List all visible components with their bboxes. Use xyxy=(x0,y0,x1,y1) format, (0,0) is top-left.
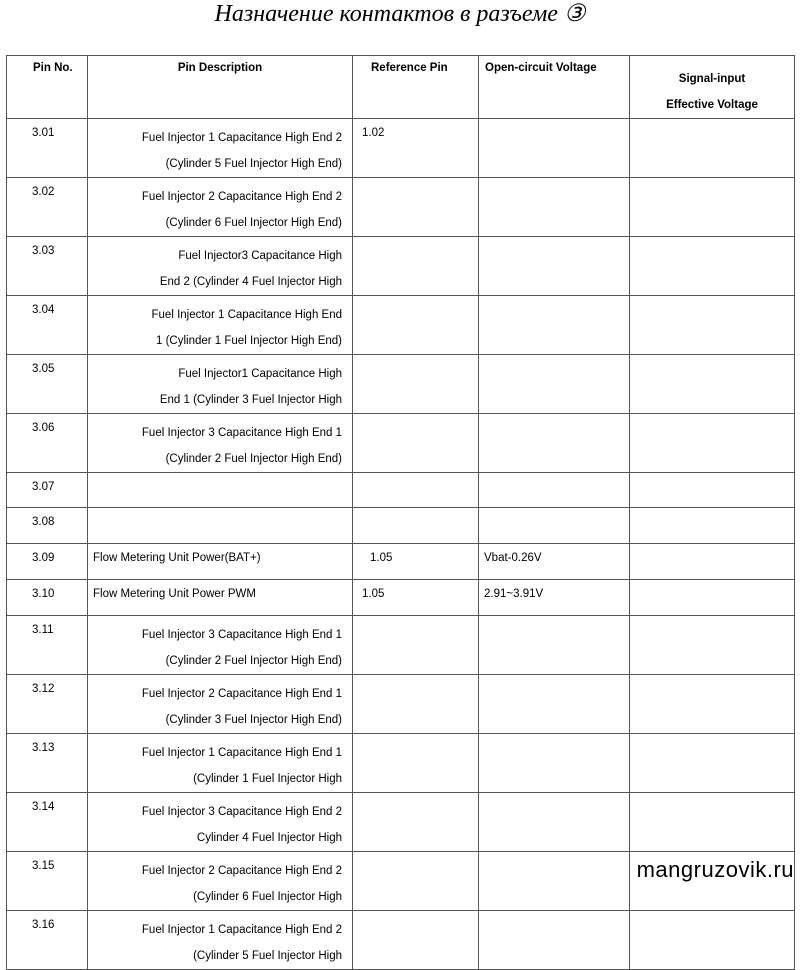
table-row xyxy=(7,734,795,793)
description-line-2: End 1 (Cylinder 3 Fuel Injector High xyxy=(159,394,342,406)
cell-signal-input-voltage xyxy=(630,119,795,178)
description-line-2: 1 (Cylinder 1 Fuel Injector High End) xyxy=(156,335,342,347)
cell-pin-no: 3.12 xyxy=(7,675,88,734)
cell-signal-input-voltage xyxy=(630,793,795,852)
cell-pin-description xyxy=(88,178,353,237)
table-row xyxy=(7,414,795,473)
cell-open-circuit-voltage xyxy=(479,852,630,911)
description-line-2: End 2 (Cylinder 4 Fuel Injector High xyxy=(159,276,342,288)
cell-pin-no: 3.07 xyxy=(7,473,88,508)
cell-signal-input-voltage xyxy=(630,616,795,675)
cell-signal-input-voltage xyxy=(630,675,795,734)
description-line-1: Fuel Injector 1 Capacitance High End 2 xyxy=(141,132,342,144)
cell-open-circuit-voltage xyxy=(479,675,630,734)
cell-pin-description xyxy=(88,616,353,675)
description-line-1: Fuel Injector3 Capacitance High xyxy=(178,250,342,262)
cell-reference-pin xyxy=(353,508,479,544)
cell-pin-description: Flow Metering Unit Power(BAT+) xyxy=(88,544,353,580)
table-row xyxy=(7,178,795,237)
cell-pin-description xyxy=(88,296,353,355)
cell-signal-input-voltage xyxy=(630,508,795,544)
cell-pin-no: 3.16 xyxy=(7,911,88,970)
cell-pin-description xyxy=(88,473,353,508)
description-line-2: (Cylinder 3 Fuel Injector High End) xyxy=(165,714,342,726)
cell-reference-pin xyxy=(353,414,479,473)
description-line-2: (Cylinder 6 Fuel Injector High End) xyxy=(165,217,342,229)
cell-pin-no: 3.09 xyxy=(7,544,88,580)
cell-open-circuit-voltage xyxy=(479,734,630,793)
cell-reference-pin xyxy=(353,296,479,355)
table-row xyxy=(7,580,795,616)
cell-pin-no: 3.14 xyxy=(7,793,88,852)
table-row xyxy=(7,675,795,734)
cell-pin-no: 3.10 xyxy=(7,580,88,616)
cell-reference-pin: 1.02 xyxy=(353,119,479,178)
description-line-2: (Cylinder 6 Fuel Injector High xyxy=(193,891,342,903)
header-pin-no: Pin No. xyxy=(7,56,88,119)
cell-pin-no: 3.05 xyxy=(7,355,88,414)
cell-open-circuit-voltage xyxy=(479,178,630,237)
description-line-1: Fuel Injector 3 Capacitance High End 1 xyxy=(141,629,342,641)
cell-reference-pin xyxy=(353,734,479,793)
description-line-1: Fuel Injector 2 Capacitance High End 2 xyxy=(141,191,342,203)
cell-reference-pin: 1.05 xyxy=(353,580,479,616)
cell-reference-pin xyxy=(353,911,479,970)
cell-pin-no: 3.13 xyxy=(7,734,88,793)
cell-pin-description xyxy=(88,119,353,178)
cell-reference-pin xyxy=(353,178,479,237)
table-row xyxy=(7,473,795,508)
cell-signal-input-voltage xyxy=(630,237,795,296)
description-line-2: Cylinder 4 Fuel Injector High xyxy=(196,832,342,844)
cell-open-circuit-voltage xyxy=(479,296,630,355)
cell-pin-no: 3.04 xyxy=(7,296,88,355)
description-line-1: Fuel Injector1 Capacitance High xyxy=(178,368,342,380)
cell-signal-input-voltage xyxy=(630,414,795,473)
description-line-1: Fuel Injector 3 Capacitance High End 2 xyxy=(141,806,342,818)
cell-open-circuit-voltage: 2.91~3.91V xyxy=(479,580,630,616)
watermark: mangruzovik.ru xyxy=(636,857,794,882)
cell-reference-pin xyxy=(353,616,479,675)
header-signal-line-1: Signal-input xyxy=(678,73,746,85)
description-line-2: (Cylinder 2 Fuel Injector High End) xyxy=(165,453,342,465)
cell-reference-pin xyxy=(353,852,479,911)
table-row xyxy=(7,296,795,355)
cell-reference-pin xyxy=(353,237,479,296)
table-row xyxy=(7,119,795,178)
cell-pin-no: 3.08 xyxy=(7,508,88,544)
cell-signal-input-voltage xyxy=(630,355,795,414)
table-header-row xyxy=(7,56,795,119)
cell-open-circuit-voltage xyxy=(479,616,630,675)
cell-open-circuit-voltage xyxy=(479,508,630,544)
cell-pin-no: 3.01 xyxy=(7,119,88,178)
cell-pin-no: 3.03 xyxy=(7,237,88,296)
cell-pin-description xyxy=(88,675,353,734)
cell-pin-description xyxy=(88,355,353,414)
table-row xyxy=(7,508,795,544)
cell-signal-input-voltage xyxy=(630,178,795,237)
description-line-1: Fuel Injector 2 Capacitance High End 1 xyxy=(141,688,342,700)
cell-reference-pin xyxy=(353,675,479,734)
cell-signal-input-voltage xyxy=(630,296,795,355)
cell-pin-no: 3.15 xyxy=(7,852,88,911)
cell-pin-no: 3.11 xyxy=(7,616,88,675)
cell-open-circuit-voltage: Vbat-0.26V xyxy=(479,544,630,580)
cell-open-circuit-voltage xyxy=(479,793,630,852)
cell-pin-no: 3.02 xyxy=(7,178,88,237)
table-row xyxy=(7,237,795,296)
table-row xyxy=(7,793,795,852)
description-line-1: Fuel Injector 3 Capacitance High End 1 xyxy=(141,427,342,439)
cell-signal-input-voltage xyxy=(630,473,795,508)
description-line-2: (Cylinder 1 Fuel Injector High xyxy=(193,773,342,785)
cell-signal-input-voltage xyxy=(630,734,795,793)
cell-reference-pin xyxy=(353,355,479,414)
description-line-2: (Cylinder 5 Fuel Injector High End) xyxy=(165,158,342,170)
header-open-circuit-voltage: Open-circuit Voltage xyxy=(479,56,630,119)
cell-open-circuit-voltage xyxy=(479,237,630,296)
table-body xyxy=(7,119,795,970)
cell-open-circuit-voltage xyxy=(479,355,630,414)
cell-reference-pin xyxy=(353,793,479,852)
cell-signal-input-voltage xyxy=(630,911,795,970)
description-line-1: Fuel Injector 2 Capacitance High End 2 xyxy=(141,865,342,877)
header-signal-line-2: Effective Voltage xyxy=(666,99,758,111)
cell-pin-description: Flow Metering Unit Power PWM xyxy=(88,580,353,616)
page-title: Назначение контактов в разъеме ③ xyxy=(214,1,586,27)
cell-reference-pin xyxy=(353,473,479,508)
cell-pin-description xyxy=(88,911,353,970)
header-pin-description: Pin Description xyxy=(88,56,353,119)
table-row xyxy=(7,911,795,970)
cell-pin-description xyxy=(88,793,353,852)
pin-assignment-table xyxy=(6,55,795,970)
cell-pin-description xyxy=(88,734,353,793)
cell-pin-description xyxy=(88,852,353,911)
table-row xyxy=(7,616,795,675)
cell-pin-description xyxy=(88,237,353,296)
description-line-2: (Cylinder 2 Fuel Injector High End) xyxy=(165,655,342,667)
cell-open-circuit-voltage xyxy=(479,414,630,473)
cell-pin-description xyxy=(88,414,353,473)
description-line-1: Fuel Injector 1 Capacitance High End 1 xyxy=(141,747,342,759)
cell-reference-pin: 1.05 xyxy=(353,544,479,580)
header-reference-pin: Reference Pin xyxy=(353,56,479,119)
table-row xyxy=(7,355,795,414)
cell-signal-input-voltage xyxy=(630,544,795,580)
description-line-1: Fuel Injector 1 Capacitance High End 2 xyxy=(141,924,342,936)
cell-pin-description xyxy=(88,508,353,544)
cell-open-circuit-voltage xyxy=(479,119,630,178)
description-line-2: (Cylinder 5 Fuel Injector High xyxy=(193,950,342,962)
cell-pin-no: 3.06 xyxy=(7,414,88,473)
cell-open-circuit-voltage xyxy=(479,473,630,508)
description-line-1: Fuel Injector 1 Capacitance High End xyxy=(151,309,342,321)
cell-open-circuit-voltage xyxy=(479,911,630,970)
cell-signal-input-voltage xyxy=(630,580,795,616)
table-row xyxy=(7,544,795,580)
header-signal-input-voltage xyxy=(630,56,795,119)
